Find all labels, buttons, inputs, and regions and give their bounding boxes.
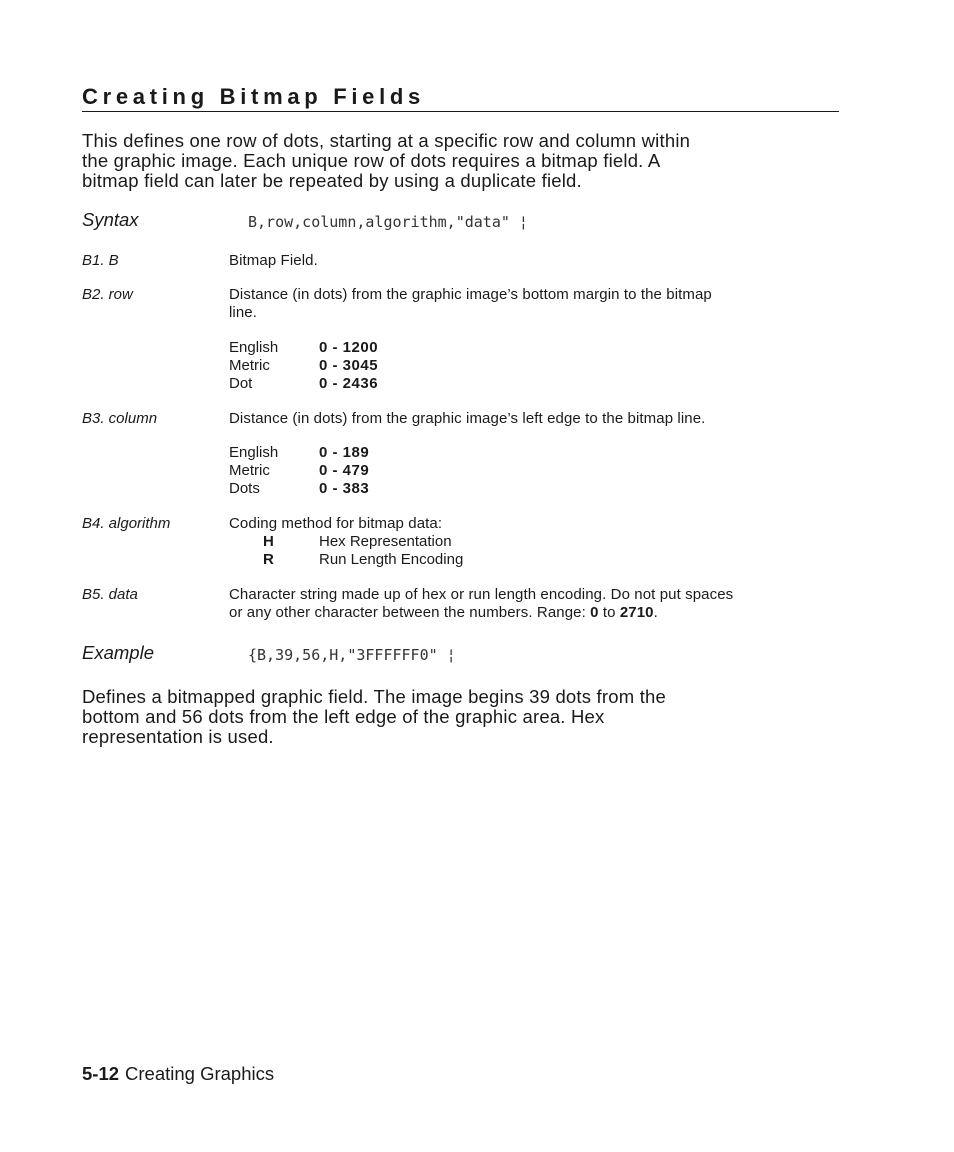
intro-line: the graphic image. Each unique row of dots requires a bitmap field. A <box>82 150 661 171</box>
range-max: 2710 <box>619 604 654 621</box>
intro-paragraph <box>82 131 839 191</box>
range-value: 0 - 479 <box>319 462 370 479</box>
param-b5-label: B5. data <box>82 586 138 603</box>
algorithm-key: R <box>263 551 274 568</box>
range-row <box>229 444 369 462</box>
syntax-code: B,row,column,algorithm,"data" ¦ <box>248 213 528 231</box>
param-b5-desc-line: Character string made up of hex or run length encoding. Do not put spaces <box>229 586 734 603</box>
example-explanation <box>82 687 839 747</box>
param-b2-ranges <box>229 339 378 393</box>
outro-line: representation is used. <box>82 726 274 747</box>
footer-section: Creating Graphics <box>125 1063 275 1084</box>
range-to: to <box>598 604 620 621</box>
range-unit: Dots <box>229 480 260 497</box>
example-label: Example <box>82 642 154 663</box>
range-row <box>229 462 369 480</box>
range-row <box>229 339 378 357</box>
range-row <box>229 357 378 375</box>
param-b2-label: B2. row <box>82 286 133 303</box>
range-value: 0 - 383 <box>319 480 370 497</box>
param-b3-label: B3. column <box>82 410 158 427</box>
section-heading: Creating Bitmap Fields <box>82 83 839 112</box>
param-b2-desc-line: line. <box>229 304 258 321</box>
param-b1-label: B1. B <box>82 252 119 269</box>
param-b4-desc: Coding method for bitmap data: <box>229 515 443 532</box>
param-b3-desc: Distance (in dots) from the graphic image’s left edge to the bitmap line. <box>229 410 706 427</box>
param-b2-desc-line: Distance (in dots) from the graphic image’s bottom margin to the bitmap <box>229 286 712 303</box>
algorithm-option <box>263 551 463 569</box>
range-value: 0 - 189 <box>319 444 370 461</box>
param-b5-desc-line <box>229 604 841 622</box>
algorithm-text: Hex Representation <box>319 533 452 550</box>
range-unit: English <box>229 444 279 461</box>
page-number: 5-12 <box>82 1063 120 1084</box>
param-b1-desc: Bitmap Field. <box>229 252 318 269</box>
range-unit: Metric <box>229 357 270 374</box>
param-b2-desc <box>229 286 841 322</box>
intro-line: This defines one row of dots, starting at a specific row and column within <box>82 130 691 151</box>
range-value: 0 - 3045 <box>319 357 379 374</box>
param-b4-label: B4. algorithm <box>82 515 171 532</box>
param-b5-desc <box>229 586 841 622</box>
algorithm-option <box>263 533 463 551</box>
range-value: 0 - 1200 <box>319 339 379 356</box>
param-b3-ranges <box>229 444 369 498</box>
outro-line: bottom and 56 dots from the left edge of the graphic area. Hex <box>82 706 605 727</box>
intro-line: bitmap field can later be repeated by using a duplicate field. <box>82 170 582 191</box>
syntax-label: Syntax <box>82 209 139 230</box>
algorithm-key: H <box>263 533 274 550</box>
algorithm-text: Run Length Encoding <box>319 551 464 568</box>
range-suffix: . <box>653 604 658 621</box>
range-row <box>229 375 378 393</box>
range-prefix: or any other character between the numbers. Range: <box>229 604 591 621</box>
range-min: 0 <box>590 604 599 621</box>
range-unit: Dot <box>229 375 253 392</box>
page-footer <box>82 1063 274 1085</box>
outro-line: Defines a bitmapped graphic field. The image begins 39 dots from the <box>82 686 667 707</box>
range-value: 0 - 2436 <box>319 375 379 392</box>
example-code: {B,39,56,H,"3FFFFFF0" ¦ <box>248 646 456 664</box>
range-unit: Metric <box>229 462 270 479</box>
range-unit: English <box>229 339 279 356</box>
param-b4-options <box>263 533 463 569</box>
range-row <box>229 480 369 498</box>
